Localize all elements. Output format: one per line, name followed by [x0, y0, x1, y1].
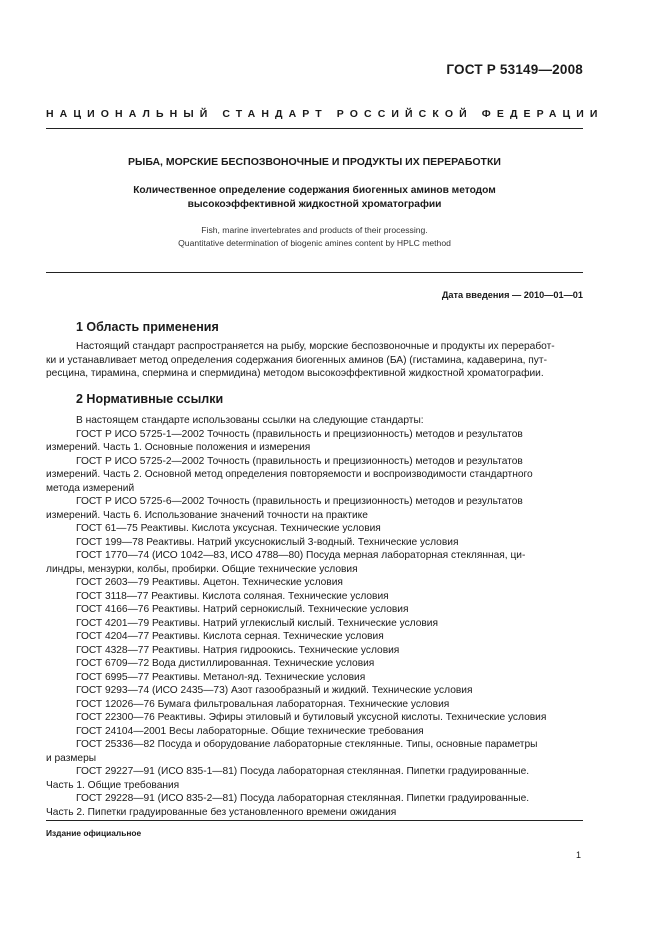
text-line: Настоящий стандарт распространяется на рыбу, морские беспозвоночные и продукты их переработ-: [76, 341, 555, 352]
reference-line: ГОСТ 4204—77 Реактивы. Кислота серная. Технические условия: [76, 631, 384, 642]
reference-line: ГОСТ 4328—77 Реактивы. Натрия гидроокись. Технические условия: [76, 644, 400, 656]
reference-line: ГОСТ 22300—76 Реактивы. Эфиры этиловый и бутиловый уксусной кислоты. Технические условия: [76, 712, 547, 723]
national-standard-heading: НАЦИОНАЛЬНЫЙ СТАНДАРТ РОССИЙСКОЙ ФЕДЕРАЦИИ: [46, 108, 604, 120]
reference-line: ГОСТ 1770—74 (ИСО 1042—83, ИСО 4788—80) Посуда мерная лабораторная стеклянная, ци-: [76, 550, 526, 561]
reference-line: измерений. Часть 1. Основные положения и измерения: [46, 442, 311, 453]
reference-line: ГОСТ 12026—76 Бумага фильтровальная лабораторная. Технические условия: [76, 698, 450, 710]
standard-number: ГОСТ Р 53149—2008: [446, 62, 583, 77]
section-1-heading: 1 Область применения: [76, 320, 219, 334]
english-title-line: Fish, marine invertebrates and products of their processing.: [201, 225, 428, 235]
reference-line: ГОСТ 61—75 Реактивы. Кислота уксусная. Технические условия: [76, 523, 381, 534]
section-2-heading: 2 Нормативные ссылки: [76, 392, 224, 406]
reference-line: ГОСТ 6709—72 Вода дистиллированная. Технические условия: [76, 658, 375, 669]
reference-line: ГОСТ 24104—2001 Весы лабораторные. Общие технические требования: [76, 725, 424, 737]
reference-line: Часть 1. Общие требования: [46, 779, 180, 791]
reference-line: линдры, мензурки, колбы, пробирки. Общие технические условия: [46, 563, 358, 575]
divider-bottom: [46, 820, 583, 821]
edition-label: Издание официальное: [46, 828, 142, 838]
subtitle-line: высокоэффективной жидкостной хроматографии: [187, 199, 442, 210]
section-1-body: [46, 340, 583, 381]
reference-line: ГОСТ Р ИСО 5725-2—2002 Точность (правильность и прецизионность) методов и результатов: [76, 455, 523, 467]
section-2-body: [46, 414, 583, 819]
divider-middle: [46, 272, 583, 273]
document-subtitle: [46, 184, 583, 212]
reference-line: измерений. Часть 2. Основной метод определения повторяемости и воспроизводимости стандартного: [46, 469, 533, 480]
reference-line: ГОСТ 9293—74 (ИСО 2435—73) Азот газообразный и жидкий. Технические условия: [76, 685, 473, 696]
reference-line: и размеры: [46, 752, 97, 764]
subtitle-line: Количественное определение содержания биогенных аминов методом: [133, 185, 496, 196]
reference-line: ГОСТ 29228—91 (ИСО 835-2—81) Посуда лабораторная стеклянная. Пипетки градуированные.: [76, 793, 530, 804]
page-number: 1: [575, 850, 581, 860]
reference-line: ГОСТ 25336—82 Посуда и оборудование лабораторные стеклянные. Типы, основные параметры: [76, 739, 538, 750]
text-line: ресцина, тирамина, спермина и спермидина) методом высокоэффективной жидкостной хроматографии.: [46, 368, 544, 379]
reference-line: В настоящем стандарте использованы ссылки на следующие стандарты:: [76, 415, 424, 426]
reference-line: ГОСТ 4201—79 Реактивы. Натрий углекислый кислый. Технические условия: [76, 617, 439, 629]
english-title-line: Quantitative determination of biogenic amines content by HPLC method: [178, 237, 451, 248]
document-title: РЫБА, МОРСКИЕ БЕСПОЗВОНОЧНЫЕ И ПРОДУКТЫ ИХ ПЕРЕРАБОТКИ: [128, 156, 501, 168]
reference-line: ГОСТ 2603—79 Реактивы. Ацетон. Технические условия: [76, 577, 343, 588]
reference-line: ГОСТ 4166—76 Реактивы. Натрий сернокислый. Технические условия: [76, 604, 409, 615]
english-title: [46, 224, 583, 249]
reference-line: ГОСТ 29227—91 (ИСО 835-1—81) Посуда лабораторная стеклянная. Пипетки градуированные.: [76, 766, 530, 777]
reference-line: ГОСТ Р ИСО 5725-6—2002 Точность (правильность и прецизионность) методов и результатов: [76, 496, 523, 507]
introduction-date: Дата введения — 2010—01—01: [441, 290, 583, 300]
reference-line: ГОСТ 6995—77 Реактивы. Метанол-яд. Технические условия: [76, 671, 366, 683]
divider-top: [46, 128, 583, 129]
reference-line: Часть 2. Пипетки градуированные без установленного времени ожидания: [46, 806, 397, 818]
reference-line: измерений. Часть 6. Использование значений точности на практике: [46, 509, 368, 521]
reference-line: метода измерений: [46, 482, 135, 494]
reference-line: ГОСТ 199—78 Реактивы. Натрий уксуснокислый 3-водный. Технические условия: [76, 536, 459, 548]
reference-line: ГОСТ 3118—77 Реактивы. Кислота соляная. Технические условия: [76, 590, 389, 602]
reference-line: ГОСТ Р ИСО 5725-1—2002 Точность (правильность и прецизионность) методов и результатов: [76, 428, 523, 440]
text-line: ки и устанавливает метод определения содержания биогенных аминов (БА) (гистамина, кадаверина, пут-: [46, 354, 547, 366]
